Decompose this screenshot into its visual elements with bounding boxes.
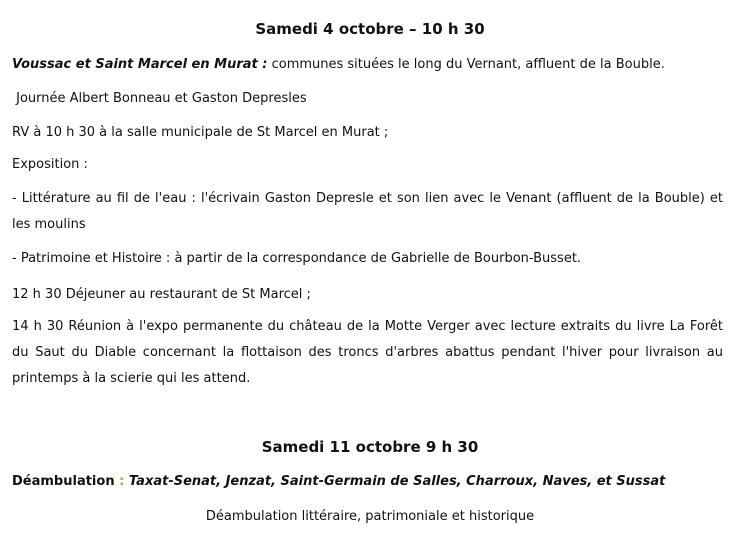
event1-heading: Samedi 4 octobre – 10 h 30 bbox=[255, 20, 485, 38]
event2-heading: Samedi 11 octobre 9 h 30 bbox=[261, 438, 479, 456]
event1-dejeuner: 12 h 30 Déjeuner au restaurant de St Marcel ; bbox=[12, 287, 311, 302]
event1-intro-desc: communes situées le long du Vernant, affluent de la Bouble. bbox=[267, 57, 665, 72]
event2-subtitle: Déambulation littéraire, patrimoniale et historique bbox=[205, 509, 535, 524]
event1-intro-place: Voussac et Saint Marcel en Murat : bbox=[12, 57, 268, 72]
event1-reunion: 14 h 30 Réunion à l'expo permanente du château de la Motte Verger avec lecture extraits du livre La Forêt du Saut du Diable concernant la flottaison des troncs d'arbres abattus pendant l'hiver pour livraison au printemps à la scierie qui les attend. bbox=[12, 319, 723, 386]
event1-intro bbox=[12, 52, 728, 78]
event1-rv: RV à 10 h 30 à la salle municipale de St Marcel en Murat ; bbox=[12, 125, 389, 140]
event2-deambulation bbox=[12, 469, 728, 495]
event1-item-patrimoine: - Patrimoine et Histoire : à partir de la correspondance de Gabrielle de Bourbon-Busset. bbox=[12, 251, 582, 266]
event1-journee: Journée Albert Bonneau et Gaston Depresles bbox=[12, 91, 307, 106]
event2-deambulation-label: Déambulation bbox=[12, 474, 115, 489]
event2-separator: : bbox=[114, 474, 129, 489]
event1-item-litterature: - Littérature au fil de l'eau : l'écrivain Gaston Depresle et son lien avec le Venant (affluent de la Bouble) et les moulins bbox=[12, 191, 723, 232]
event2-places: Taxat-Senat, Jenzat, Saint-Germain de Salles, Charroux, Naves, et Sussat bbox=[128, 474, 666, 489]
event1-exposition: Exposition : bbox=[12, 157, 88, 172]
